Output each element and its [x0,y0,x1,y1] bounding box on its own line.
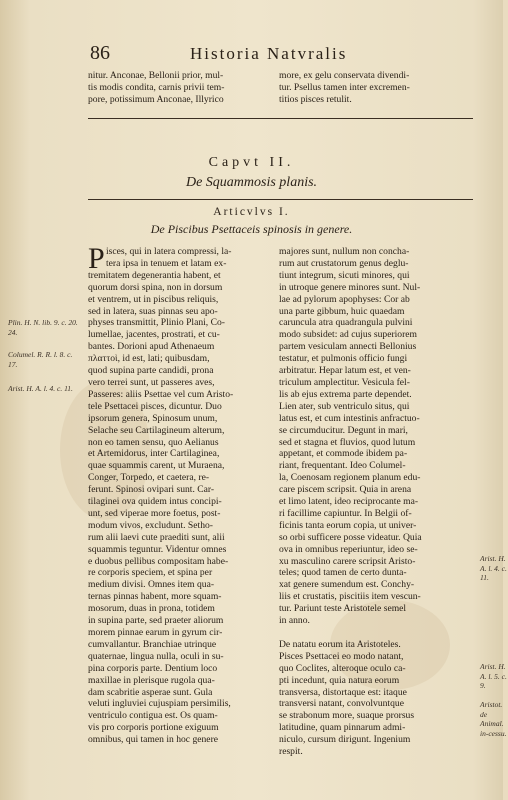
article-title: De Piscibus Psettaceis spinosis in genere. [150,222,353,236]
text-line: nitur. Anconae, Bellonii prior, mul- [88,70,224,81]
text-line: latitudine, quam pinnarum admi- [279,722,406,734]
text-line: De natatu eorum ita Aristoteles. [279,638,401,650]
text-line: respit. [279,746,303,758]
text-line: pti incedunt, quia natura eorum [279,674,400,686]
text-line: dam scabritie asperae sunt. Gula [88,686,213,698]
text-line: Lien ater, sub ventriculo situs, qui [279,400,410,412]
text-line: rum alii laevi cute praediti sunt, alii [88,531,225,543]
text-line: vero terrei sunt, ut passeres aves, [88,376,215,388]
text-line: se strabonum more, suaque prorsus [279,710,415,722]
text-line: Conger, Torpedo, et caetera, re- [88,472,210,484]
text-line: tera ipsa in tenuem et latam ex- [106,257,227,269]
text-line: tis modis condita, carnis privii tem- [88,81,225,93]
text-line: appetant, et commode ibidem pa- [279,448,408,460]
text-line: tilaginei ova quidem intus concipi- [88,496,222,508]
text-line: physes transmittit, Plinio Plani, Co- [88,317,225,329]
text-line: sed in latera, suas pinnas seu apo- [88,305,218,317]
text-line: maxillae in plerisque rugola qua- [88,674,215,686]
top-right-continuation [279,70,473,106]
text-line: pore, potissimum Anconae, Illyrico [88,93,224,105]
text-line: πλαττοὶ, id est, lati; quibusdam, [88,353,210,365]
text-line: riant, frequentant. Ideo Columel- [279,460,406,472]
text-line: lis ab ejus extrema parte dependet. [279,388,412,400]
text-line: transversi natant, convolvuntque [279,698,404,710]
text-line: partem vesiculam annecti Bellonius [279,341,417,353]
text-line: tremitatem degenerantia habent, et [88,269,221,281]
drop-cap: P [88,242,105,275]
text-line: quaternae, lingua nulla, oculi in su- [88,650,224,662]
text-line: una parte gibbum, huic quaedam [279,305,405,317]
text-line: omnibus, qui tamen in hoc genere [88,734,219,746]
text-line: quo Coclites, alteroque oculo ca- [279,662,406,674]
divider-rule [88,118,473,119]
text-line: modum vivos, excludunt. Setho- [88,519,213,531]
text-line: se circumducitur. Degunt in mari, [279,424,408,436]
top-left-continuation [88,70,270,106]
text-line: morem pinnae earum in gyrum cir- [88,627,223,638]
text-line: e duobus pellibus compositam habe- [88,555,229,567]
text-line: transversa, distortaque est: itaque [279,686,407,698]
text-line: latus est, et cum intestinis anfractuo- [279,412,420,424]
text-line: cumvallantur. Branchiae utrinque [88,638,217,650]
page-number: 86 [90,42,110,64]
text-line: teles; quod tamen de certo dunta- [279,567,407,579]
text-line [279,627,473,639]
text-line: niculo, cursum dirigunt. Ingenium [279,734,411,746]
page-header [90,42,473,66]
margin-note: Arist. H. A. l. 4. c. 11. [480,554,507,582]
text-line: re corporis speciem, et spina per [88,567,213,579]
text-line: mosorum, duas in prona, totidem [88,603,215,615]
text-line: majores sunt, nullum non concha- [279,246,410,257]
margin-note: Aristot. de Animal. in-cessu. [480,700,507,738]
text-line: testatur, et pulmonis officio fungi [279,353,408,365]
text-line: ri facillime capiuntur. In Belgii of- [279,507,412,519]
text-line: in utroque genere minores sunt. Nul- [279,281,421,293]
text-line: xu masculino carere scripsit Aristo- [279,555,416,567]
text-line: xat genere sumendum est. Conchy- [279,579,415,591]
margin-note: Columel. R. R. l. 8. c. 17. [8,350,73,369]
text-line: care piscem scripsit. Quia in arena [279,484,412,496]
margin-note: Arist. H. A. l. 4. c. 11. [8,384,73,393]
text-line: Passeres: aliis Psettae vel cum Aristo- [88,388,234,400]
text-line: ficinis tanta eorum copia, ut univer- [279,519,417,531]
text-line: rum aut crustatorum genus deglu- [279,257,409,269]
text-line: so orbi sufficere posse videatur. Quia [279,531,422,543]
text-line: ternas pinnas habent, more squam- [88,591,222,603]
text-line: et ventrem, ut in piscibus reliquis, [88,293,219,305]
text-line: Pisces Psettacei eo modo natant, [279,650,404,662]
text-line: caruncula atra quadrangula pulvini [279,317,413,329]
text-line: et limo latent, ideo reciprocante ma- [279,496,419,508]
text-line: medium divisi. Omnes item qua- [88,579,215,591]
text-line: arbitratur. Hepar latum est, et ven- [279,365,411,377]
running-title: Historia Natvralis [190,44,348,63]
text-line: vis pro corporis portione exiguum [88,722,219,734]
text-line: liis et crustatis, piscitiis item vescun- [279,591,421,603]
text-line: ipsorum genera, Spinosum unum, [88,412,218,424]
text-line: in anno. [279,615,310,627]
text-line: in supina parte, sed praeter aliorum [88,615,224,627]
text-line: lumellae, jacentes, prostrati, et cu- [88,329,220,341]
text-line: quod supina parte candidi, prona [88,365,214,377]
chapter-heading: Capvt II. [208,155,295,170]
text-line: quae squammis carent, ut Muraena, [88,460,225,472]
text-line: tele Psettacei pisces, dicuntur. Duo [88,400,222,412]
text-line: modo subsidet: ad cujus superiorem [279,329,418,341]
text-line: isces, qui in latera compressi, la- [106,246,232,257]
margin-note: Plin. H. N. lib. 9. c. 20. 24. [8,318,78,337]
text-line: non eo tamen sensu, quo Aelianus [88,436,219,448]
text-line: sed et stagna et fluvios, quod lutum [279,436,416,448]
text-line: veluti ingluviei cujuspiam persimilis, [88,698,231,710]
text-line: unt, sed viperae more foetus, post- [88,507,221,519]
text-line: lae ad pylorum apophyses: Cor ab [279,293,410,305]
text-line: triculum amplectitur. Vesicula fel- [279,376,410,388]
text-line: ferunt. Spinosi ovipari sunt. Car- [88,484,215,496]
chapter-subtitle: De Squammosis planis. [185,175,318,190]
right-column [279,246,473,758]
divider-rule [88,199,473,200]
text-line: pina corporis parte. Dentium loco [88,662,218,674]
text-line: titios pisces retulit. [279,93,352,105]
text-line: bantes. Dorioni apud Athenaeum [88,341,215,353]
text-line: quorum dorsi spina, non in dorsum [88,281,223,293]
text-line: more, ex gelu conservata divendi- [279,70,410,81]
text-line: ova in omnibus reperiuntur, ideo se- [279,543,418,555]
left-column [88,242,270,746]
text-line: ventriculo contigua est. Os quam- [88,710,218,722]
text-line: tur. Psellus tamen inter excremen- [279,81,410,93]
text-line: la, Coenosam regionem planum edu- [279,472,421,484]
text-line: Selache seu Cartilagineum alterum, [88,424,225,436]
text-line: et Artemidorus, inter Cartilaginea, [88,448,220,460]
article-heading: Articvlvs I. [213,206,290,218]
margin-note: Arist. H. A. l. 5. c. 9. [480,662,507,690]
text-line: squammis teguntur. Videntur omnes [88,543,227,555]
text-line: tur. Pariunt teste Aristotele semel [279,603,407,615]
text-line: tiunt integrum, sicuti minores, qui [279,269,410,281]
